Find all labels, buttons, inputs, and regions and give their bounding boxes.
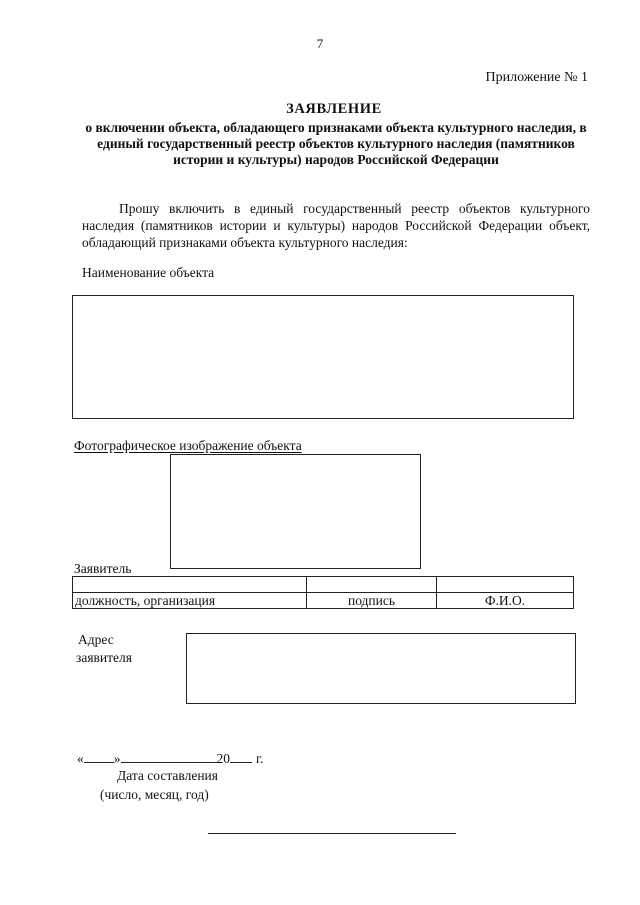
page-number: 7 xyxy=(316,36,324,51)
position-organization-field[interactable] xyxy=(73,577,307,593)
bottom-signature-line xyxy=(208,833,456,834)
document-subtitle: о включении объекта, обладающего признаками объекта культурного наследия, в единый государственный реестр объектов культурного наследия (памятников истории и культуры) народов Российской Федерации xyxy=(85,120,587,167)
applicant-label: Заявитель xyxy=(74,561,132,576)
date-line xyxy=(77,750,263,767)
object-name-label: Наименование объекта xyxy=(82,265,215,280)
appendix-label: Приложение № 1 xyxy=(485,70,588,85)
year-blank[interactable] xyxy=(230,750,252,763)
position-organization-caption: должность, организация xyxy=(73,593,307,609)
day-blank[interactable] xyxy=(84,750,114,763)
object-name-field[interactable] xyxy=(72,295,574,419)
photo-field[interactable] xyxy=(170,454,421,569)
applicant-table xyxy=(72,576,574,609)
address-field[interactable] xyxy=(186,633,576,704)
applicant-caption-row xyxy=(73,593,574,609)
date-caption: Дата составления xyxy=(117,768,218,783)
date-century: 20 xyxy=(216,751,230,766)
applicant-input-row xyxy=(73,577,574,593)
request-paragraph: Прошу включить в единый государственный реестр объектов культурного наследия (памятников истории и культуры) народов Российской Федерации объект, обладающий признаками объекта культурного наследия: xyxy=(82,201,590,250)
date-open-quote: « xyxy=(77,751,84,766)
date-close-quote: » xyxy=(113,751,121,766)
signature-caption: подпись xyxy=(307,593,437,609)
full-name-field[interactable] xyxy=(437,577,574,593)
full-name-caption: Ф.И.О. xyxy=(437,593,574,609)
photo-label: Фотографическое изображение объекта xyxy=(74,438,302,453)
signature-field[interactable] xyxy=(307,577,437,593)
address-label-line1: Адрес xyxy=(78,632,114,647)
date-format-caption: (число, месяц, год) xyxy=(100,787,209,802)
document-title: ЗАЯВЛЕНИЕ xyxy=(286,101,382,117)
date-year-suffix: г. xyxy=(256,751,264,766)
address-label-line2: заявителя xyxy=(76,650,132,665)
month-blank[interactable] xyxy=(121,750,217,763)
